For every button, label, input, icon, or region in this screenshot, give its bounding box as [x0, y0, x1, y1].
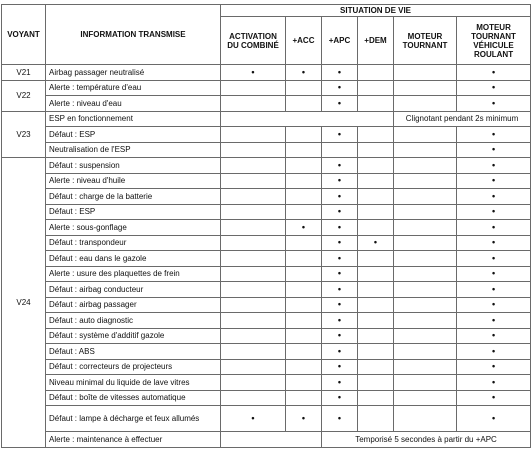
info-cell: Airbag passager neutralisé	[46, 65, 221, 81]
header-acc: +ACC	[286, 17, 322, 65]
situation-cell: •	[322, 297, 358, 313]
situation-cell	[358, 80, 394, 96]
situation-cell: •	[286, 220, 322, 236]
info-cell: Alerte : maintenance à effectuer	[46, 432, 221, 448]
situation-cell: •	[457, 266, 531, 282]
info-cell: Alerte : niveau d'huile	[46, 173, 221, 189]
situation-cell	[358, 220, 394, 236]
situation-cell	[322, 142, 358, 158]
situation-cell	[358, 359, 394, 375]
merged-note-cell: Clignotant pendant 2s minimum	[394, 111, 531, 127]
info-cell: Alerte : niveau d'eau	[46, 96, 221, 112]
info-cell: Alerte : température d'eau	[46, 80, 221, 96]
voyant-cell: V24	[2, 158, 46, 448]
situation-cell	[358, 375, 394, 391]
situation-cell	[358, 251, 394, 267]
info-cell: Défaut : airbag conducteur	[46, 282, 221, 298]
situation-cell	[221, 251, 286, 267]
table-row	[2, 406, 531, 432]
situation-cell: •	[322, 313, 358, 329]
table-row	[2, 328, 531, 344]
table-row	[2, 297, 531, 313]
situation-cell	[358, 406, 394, 432]
table-row	[2, 220, 531, 236]
table-row	[2, 266, 531, 282]
situation-cell	[286, 328, 322, 344]
situation-cell	[221, 220, 286, 236]
situation-cell: •	[457, 390, 531, 406]
table-row	[2, 142, 531, 158]
header-dem: +DEM	[358, 17, 394, 65]
situation-cell	[394, 96, 457, 112]
situation-cell: •	[322, 266, 358, 282]
situation-cell	[221, 375, 286, 391]
situation-cell: •	[457, 251, 531, 267]
situation-cell: •	[457, 158, 531, 174]
info-cell: Défaut : suspension	[46, 158, 221, 174]
situation-cell: •	[286, 65, 322, 81]
table-row	[2, 173, 531, 189]
situation-cell	[358, 158, 394, 174]
table-row	[2, 111, 531, 127]
merged-note-cell: Temporisé 5 secondes à partir du +APC	[322, 432, 531, 448]
situation-cell: •	[457, 127, 531, 143]
situation-cell	[394, 328, 457, 344]
situation-cell	[286, 235, 322, 251]
situation-cell: •	[322, 204, 358, 220]
voyant-cell: V22	[2, 80, 46, 111]
situation-cell: •	[457, 235, 531, 251]
situation-cell: •	[457, 313, 531, 329]
situation-cell: •	[457, 375, 531, 391]
situation-cell	[394, 142, 457, 158]
situation-cell	[221, 359, 286, 375]
situation-cell	[358, 328, 394, 344]
situation-cell	[394, 375, 457, 391]
situation-cell: •	[322, 189, 358, 205]
situation-cell	[394, 251, 457, 267]
situation-cell	[286, 390, 322, 406]
situation-cell	[394, 173, 457, 189]
situation-cell	[358, 266, 394, 282]
situation-cell	[358, 297, 394, 313]
table-row	[2, 251, 531, 267]
table-row	[2, 313, 531, 329]
situation-cell	[221, 390, 286, 406]
situation-cell	[221, 142, 286, 158]
situation-cell	[394, 266, 457, 282]
situation-cell	[286, 80, 322, 96]
situation-cell	[394, 189, 457, 205]
situation-cell: •	[322, 65, 358, 81]
situation-cell	[394, 359, 457, 375]
situation-cell: •	[322, 127, 358, 143]
table-row	[2, 235, 531, 251]
situation-cell	[394, 344, 457, 360]
situation-cell	[286, 313, 322, 329]
situation-cell	[286, 375, 322, 391]
situation-cell	[221, 189, 286, 205]
table-row	[2, 204, 531, 220]
table-row	[2, 390, 531, 406]
situation-cell	[286, 127, 322, 143]
header-apc: +APC	[322, 17, 358, 65]
situation-cell: •	[457, 65, 531, 81]
situation-cell: •	[322, 344, 358, 360]
header-information: INFORMATION TRANSMISE	[46, 5, 221, 65]
situation-cell	[221, 313, 286, 329]
situation-cell	[286, 359, 322, 375]
info-cell: Défaut : système d'additif gazole	[46, 328, 221, 344]
situation-cell: •	[358, 235, 394, 251]
situation-cell	[286, 266, 322, 282]
situation-cell: •	[322, 359, 358, 375]
info-cell: ESP en fonctionnement	[46, 111, 221, 127]
voyant-cell: V21	[2, 65, 46, 81]
situation-cell: •	[322, 375, 358, 391]
situation-table	[1, 4, 531, 448]
info-cell: Alerte : sous-gonflage	[46, 220, 221, 236]
situation-cell	[394, 390, 457, 406]
situation-cell	[358, 390, 394, 406]
situation-cell: •	[457, 96, 531, 112]
table-row	[2, 432, 531, 448]
situation-cell	[358, 65, 394, 81]
table-row	[2, 282, 531, 298]
info-cell: Alerte : usure des plaquettes de frein	[46, 266, 221, 282]
situation-cell	[221, 158, 286, 174]
situation-cell	[286, 344, 322, 360]
situation-cell: •	[221, 65, 286, 81]
situation-cell: •	[457, 359, 531, 375]
situation-cell	[358, 96, 394, 112]
situation-cell: •	[457, 220, 531, 236]
situation-cell: •	[286, 406, 322, 432]
situation-cell: •	[322, 96, 358, 112]
situation-cell	[358, 127, 394, 143]
situation-cell	[286, 297, 322, 313]
info-cell: Défaut : auto diagnostic	[46, 313, 221, 329]
header-activation: ACTIVATION DU COMBINÉ	[221, 17, 286, 65]
situation-cell	[221, 266, 286, 282]
situation-cell: •	[457, 406, 531, 432]
situation-cell	[286, 282, 322, 298]
situation-cell	[358, 204, 394, 220]
situation-cell: •	[322, 80, 358, 96]
situation-cell: •	[457, 282, 531, 298]
info-cell: Neutralisation de l'ESP	[46, 142, 221, 158]
situation-cell	[394, 204, 457, 220]
situation-cell	[221, 204, 286, 220]
situation-cell	[394, 313, 457, 329]
situation-cell	[358, 142, 394, 158]
situation-cell	[221, 235, 286, 251]
situation-cell	[286, 158, 322, 174]
situation-cell	[221, 96, 286, 112]
situation-cell: •	[322, 173, 358, 189]
situation-cell	[394, 127, 457, 143]
situation-cell	[394, 80, 457, 96]
table-row	[2, 344, 531, 360]
situation-cell: •	[322, 406, 358, 432]
situation-cell: •	[457, 189, 531, 205]
header-voyant: VOYANT	[2, 5, 46, 65]
situation-cell	[221, 173, 286, 189]
table-row	[2, 359, 531, 375]
info-cell: Défaut : boîte de vitesses automatique	[46, 390, 221, 406]
info-cell: Niveau minimal du liquide de lave vitres	[46, 375, 221, 391]
table-row	[2, 96, 531, 112]
situation-cell	[221, 328, 286, 344]
situation-cell	[358, 282, 394, 298]
info-cell: Défaut : ABS	[46, 344, 221, 360]
situation-cell: •	[457, 142, 531, 158]
situation-cell	[394, 282, 457, 298]
info-cell: Défaut : airbag passager	[46, 297, 221, 313]
header-situation: SITUATION DE VIE	[221, 5, 531, 17]
situation-cell	[286, 251, 322, 267]
situation-cell: •	[322, 220, 358, 236]
situation-cell: •	[457, 173, 531, 189]
situation-cell: •	[221, 406, 286, 432]
info-cell: Défaut : ESP	[46, 204, 221, 220]
table-row	[2, 65, 531, 81]
situation-cell: •	[322, 328, 358, 344]
situation-cell	[394, 65, 457, 81]
situation-cell	[286, 189, 322, 205]
table-row	[2, 375, 531, 391]
situation-cell: •	[457, 328, 531, 344]
situation-cell	[286, 96, 322, 112]
situation-cell	[394, 235, 457, 251]
table-row	[2, 127, 531, 143]
table-row	[2, 189, 531, 205]
table-body	[2, 65, 531, 448]
situation-cell	[358, 189, 394, 205]
situation-cell	[221, 127, 286, 143]
table-row	[2, 158, 531, 174]
situation-cell	[394, 158, 457, 174]
situation-cell	[286, 142, 322, 158]
situation-cell	[358, 173, 394, 189]
info-cell: Défaut : eau dans le gazole	[46, 251, 221, 267]
info-cell: Défaut : lampe à décharge et feux allumés	[46, 406, 221, 432]
table-row	[2, 80, 531, 96]
situation-cell	[394, 220, 457, 236]
situation-cell	[358, 313, 394, 329]
situation-cell	[286, 173, 322, 189]
situation-cell	[221, 80, 286, 96]
info-cell: Défaut : charge de la batterie	[46, 189, 221, 205]
header-moteur-tournant: MOTEUR TOURNANT	[394, 17, 457, 65]
situation-cell	[394, 406, 457, 432]
situation-cell	[394, 297, 457, 313]
empty-cell	[221, 111, 394, 127]
situation-cell: •	[457, 344, 531, 360]
situation-cell: •	[457, 80, 531, 96]
header-vehicule-roulant: MOTEUR TOURNANT VÉHICULE ROULANT	[457, 17, 531, 65]
situation-cell: •	[457, 297, 531, 313]
situation-cell: •	[322, 251, 358, 267]
situation-cell	[221, 282, 286, 298]
situation-cell	[221, 297, 286, 313]
situation-cell: •	[322, 235, 358, 251]
situation-cell	[221, 344, 286, 360]
empty-cell	[221, 432, 322, 448]
info-cell: Défaut : correcteurs de projecteurs	[46, 359, 221, 375]
info-cell: Défaut : transpondeur	[46, 235, 221, 251]
situation-cell	[286, 204, 322, 220]
situation-cell	[358, 344, 394, 360]
info-cell: Défaut : ESP	[46, 127, 221, 143]
situation-cell: •	[322, 282, 358, 298]
voyant-cell: V23	[2, 111, 46, 158]
situation-cell: •	[322, 390, 358, 406]
situation-cell: •	[322, 158, 358, 174]
situation-cell: •	[457, 204, 531, 220]
